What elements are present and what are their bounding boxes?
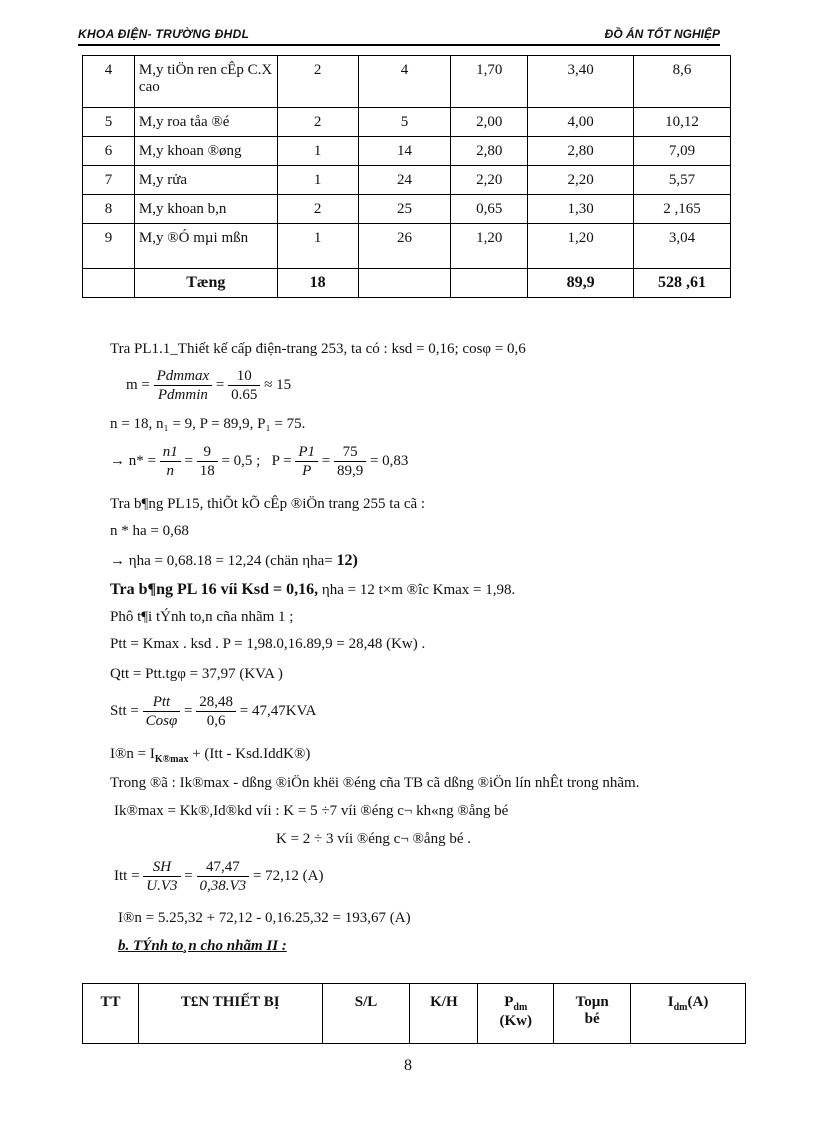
cell-symbol: 14 xyxy=(358,137,451,166)
cell-pdm: 2,20 xyxy=(451,166,528,195)
cell-device-name: M,y ®Ó mµi mßn xyxy=(134,224,277,269)
cell-pdm: 0,65 xyxy=(451,195,528,224)
formula-stt: Stt = $\frac{\text{Ptt}}{\text{Cosφ}}$ = $\frac{28,48}{0,6}$ = 47,47KVA xyxy=(110,694,317,729)
cell-tt: 7 xyxy=(83,166,135,195)
line-lookup-pl15: Tra b¶ng PL15, thiÕt kÕ cÊp ®iÖn trang 255 ta cã : xyxy=(110,496,426,512)
table-row xyxy=(83,56,731,108)
table-row xyxy=(83,166,731,195)
header-rule xyxy=(78,44,720,46)
total-pdm xyxy=(451,269,528,298)
cell-tt: 8 xyxy=(83,195,135,224)
cell-idm: 2 ,165 xyxy=(634,195,731,224)
page-header xyxy=(78,27,720,43)
total-idm: 528 ,61 xyxy=(634,269,731,298)
col-quantity: S/L xyxy=(322,984,410,1044)
cell-total: 4,00 xyxy=(528,108,634,137)
cell-total: 1,30 xyxy=(528,195,634,224)
cell-device-name: M,y roa tåa ®é xyxy=(134,108,277,137)
cell-symbol: 25 xyxy=(358,195,451,224)
cell-idm: 7,09 xyxy=(634,137,731,166)
table-total-row xyxy=(83,269,731,298)
cell-total: 2,20 xyxy=(528,166,634,195)
cell-device-name: M,y rửa xyxy=(134,166,277,195)
line-ikdmax: Ik®max = Kk®,Id®kd víi : K = 5 ÷7 víi ®éng c¬ kh«ng ®ång bé xyxy=(114,803,509,819)
cell-total: 1,20 xyxy=(528,224,634,269)
cell-tt: 5 xyxy=(83,108,135,137)
section-heading-group2: b. TÝnh to¸n cho nhãm II : xyxy=(118,938,287,954)
table-row xyxy=(83,137,731,166)
cell-device-name: M,y tiÖn ren cÊp C.X cao xyxy=(134,56,277,108)
cell-idm: 10,12 xyxy=(634,108,731,137)
cell-symbol: 26 xyxy=(358,224,451,269)
equipment-table-group2-header xyxy=(82,983,746,1044)
cell-idm: 8,6 xyxy=(634,56,731,108)
cell-device-name: M,y khoan ®øng xyxy=(134,137,277,166)
total-tt xyxy=(83,269,135,298)
header-right: ĐỒ ÁN TỐT NGHIỆP xyxy=(604,27,720,41)
header-left: KHOA ĐIỆN- TRƯỜNG ĐHDL xyxy=(78,27,250,41)
cell-quantity: 1 xyxy=(277,137,358,166)
cell-pdm: 2,00 xyxy=(451,108,528,137)
cell-total: 3,40 xyxy=(528,56,634,108)
cell-symbol: 5 xyxy=(358,108,451,137)
table-row xyxy=(83,224,731,269)
total-symbol xyxy=(358,269,451,298)
line-qtt: Qtt = Ptt.tgφ = 37,97 (KVA ) xyxy=(110,666,283,682)
cell-quantity: 1 xyxy=(277,166,358,195)
cell-pdm: 1,70 xyxy=(451,56,528,108)
page-number: 8 xyxy=(404,1057,412,1074)
cell-idm: 5,57 xyxy=(634,166,731,195)
formula-itt: Itt = $\frac{SH}{U.V3}$ = $\frac{47,47}{0,38.V3}$ = 72,12 (A) xyxy=(114,859,324,894)
total-device-name: Tæng xyxy=(134,269,277,298)
formula-n-star: → n* = $\frac{n1}{n}$ = $\frac{9}{18}$ = 0,5 ; P = $\frac{P1}{P}$ = $\frac{75}{89,9}$ = 0,83 xyxy=(110,444,409,479)
cell-quantity: 2 xyxy=(277,56,358,108)
cell-tt: 4 xyxy=(83,56,135,108)
formula-m: m = $\frac{\text{Pdmmax}}{\text{Pdmmin}}$ = $\frac{10}{0.65}$ ≈ 15 xyxy=(126,368,292,403)
formula-idn: I®n = $I_{K®max} + (Itt$ - Ksd.IddK®) xyxy=(110,746,311,765)
line-n-values: n = 18, n₁ = 9, P = 89,9, P₁ = 75. xyxy=(110,416,306,432)
line-where: Trong ®ã : Ik®max - dßng ®iÖn khëi ®éng cña TB cã dßng ®iÖn lín nhÊt trong nhãm. xyxy=(110,775,640,791)
equipment-table-group1 xyxy=(82,55,731,298)
cell-tt: 6 xyxy=(83,137,135,166)
cell-quantity: 1 xyxy=(277,224,358,269)
total-total: 89,9 xyxy=(528,269,634,298)
col-device-name: T£N THIẾT BỊ xyxy=(138,984,322,1044)
col-tt: TT xyxy=(83,984,139,1044)
cell-device-name: M,y khoan b,n xyxy=(134,195,277,224)
cell-symbol: 4 xyxy=(358,56,451,108)
col-pdm: $P_{dm}$ (Kw) xyxy=(478,984,554,1044)
line-lookup-pl16: Tra b¶ng PL 16 víi Ksd = 0,16, ηha = 12 t×m ®îc Kmax = 1,98. xyxy=(110,581,516,598)
line-nha-calc: → ηha = 0,68.18 = 12,24 (chän ηha= 12) xyxy=(110,552,358,569)
cell-tt: 9 xyxy=(83,224,135,269)
col-symbol: K/H xyxy=(410,984,478,1044)
line-lookup-pl11: Tra PL1.1_Thiết kế cấp điện-trang 253, ta có : ksd = 0,16; cosφ = 0,6 xyxy=(110,341,526,357)
table-row xyxy=(83,195,731,224)
col-total: Toµn bé xyxy=(554,984,631,1044)
cell-idm: 3,04 xyxy=(634,224,731,269)
table-row xyxy=(83,108,731,137)
line-k-sync: K = 2 ÷ 3 víi ®éng c¬ ®ång bé . xyxy=(276,831,471,847)
cell-symbol: 24 xyxy=(358,166,451,195)
cell-quantity: 2 xyxy=(277,195,358,224)
line-idn-result: I®n = 5.25,32 + 72,12 - 0,16.25,32 = 193,67 (A) xyxy=(118,910,411,926)
line-load-calc-title: Phô t¶i tÝnh to,n cña nhãm 1 ; xyxy=(110,609,294,625)
line-nha: n * ha = 0,68 xyxy=(110,523,189,539)
col-idm: $I_{dm}(A)$ xyxy=(631,984,746,1044)
cell-pdm: 1,20 xyxy=(451,224,528,269)
cell-pdm: 2,80 xyxy=(451,137,528,166)
cell-total: 2,80 xyxy=(528,137,634,166)
total-quantity: 18 xyxy=(277,269,358,298)
line-ptt: Ptt = Kmax . ksd . P = 1,98.0,16.89,9 = 28,48 (Kw) . xyxy=(110,636,426,652)
cell-quantity: 2 xyxy=(277,108,358,137)
